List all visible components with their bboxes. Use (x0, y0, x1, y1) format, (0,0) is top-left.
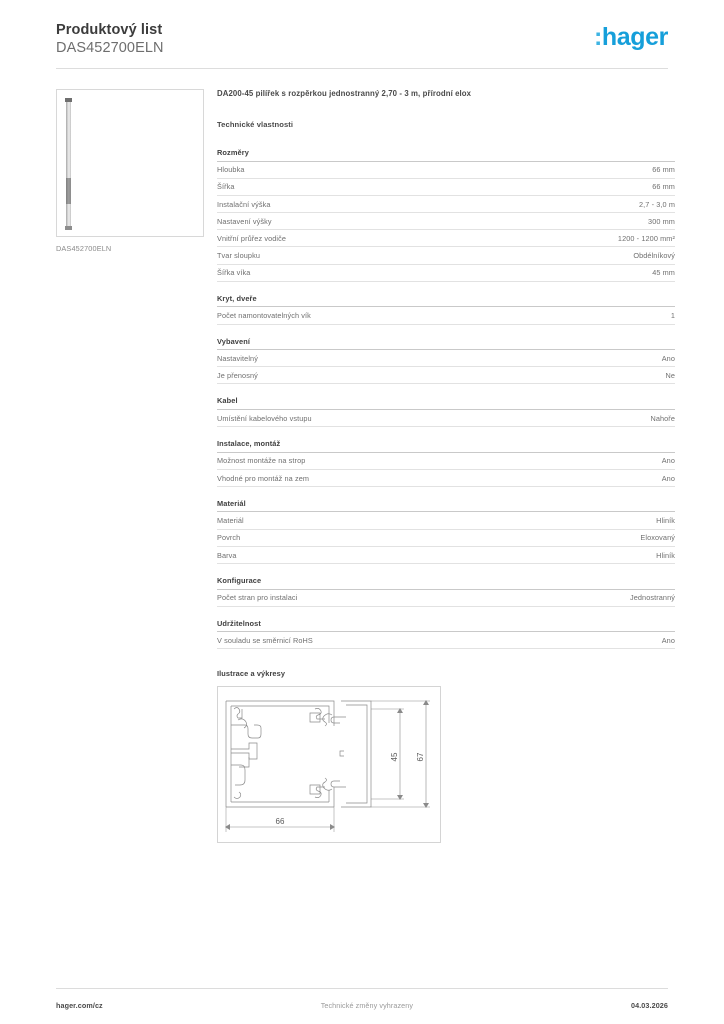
spec-label: Materiál (217, 516, 244, 526)
spec-label: Tvar sloupku (217, 251, 260, 261)
spec-label: Barva (217, 550, 237, 560)
product-name: DA200-45 pilířek s rozpěrkou jednostranný 2,70 - 3 m, přírodní elox (217, 89, 472, 98)
spec-label: Je přenosný (217, 370, 258, 380)
spec-row (217, 307, 675, 324)
spec-row (217, 213, 675, 230)
spec-row (217, 179, 675, 196)
spec-group (217, 619, 675, 650)
footer-disclaimer: Technické změny vyhrazeny (320, 1000, 414, 1010)
spec-group-title: Udržitelnost (217, 619, 675, 633)
technical-drawing (217, 686, 441, 843)
spec-group (217, 148, 675, 282)
dim-width-label: 66 (275, 817, 285, 827)
dim-lid-label: 45 (390, 752, 399, 762)
spec-label: Šířka (217, 182, 235, 192)
spec-row (217, 196, 675, 213)
spec-row (217, 265, 675, 282)
spec-value: Obdélníkový (633, 251, 675, 261)
product-pillar-cap-top (65, 98, 72, 102)
spec-label: Vnitřní průřez vodiče (217, 234, 287, 244)
spec-label: Umístění kabelového vstupu (217, 413, 312, 423)
spec-value: Ne (665, 370, 675, 380)
spec-row (217, 512, 675, 529)
spec-row (217, 162, 675, 179)
spec-row (217, 590, 675, 607)
spec-label: Vhodné pro montáž na zem (217, 473, 310, 483)
spec-row (217, 350, 675, 367)
footer-divider (56, 988, 668, 989)
page-footer (56, 997, 668, 1013)
spec-value: Eloxovaný (640, 533, 675, 543)
spec-group-title: Konfigurace (217, 576, 675, 590)
spec-row (217, 230, 675, 247)
page-title: Produktový list (56, 22, 163, 38)
spec-label: Nastavení výšky (217, 216, 272, 226)
spec-value: Ano (661, 353, 675, 363)
spec-label: Hloubka (217, 165, 245, 175)
technical-drawing-svg (218, 687, 440, 842)
spec-label: Povrch (217, 533, 241, 543)
footer-date: 04.03.2026 (631, 1000, 668, 1010)
spec-label: Možnost montáže na strop (217, 456, 306, 466)
spec-value: 66 mm (652, 165, 675, 175)
spec-label: Nastavitelný (217, 353, 258, 363)
spec-group (217, 337, 675, 385)
spec-value: 300 mm (648, 216, 675, 226)
logo-wordmark: hager (601, 23, 668, 51)
spec-value: Ano (661, 473, 675, 483)
spec-row (217, 470, 675, 487)
title-block (56, 22, 164, 57)
hager-logo (594, 25, 668, 50)
spec-group-title: Vybavení (217, 337, 675, 351)
spec-group-title: Instalace, montáž (217, 439, 675, 453)
product-image (56, 89, 204, 237)
spec-groups-container (217, 148, 675, 649)
spec-value: 45 mm (652, 268, 675, 278)
spec-value: 2,7 - 3,0 m (639, 199, 675, 209)
spec-group-title: Materiál (217, 499, 675, 513)
spec-value: Hliník (656, 550, 675, 560)
spec-group (217, 294, 675, 325)
spec-row (217, 530, 675, 547)
spec-group (217, 576, 675, 607)
spec-content (217, 89, 675, 843)
spec-row (217, 632, 675, 649)
spec-value: Nahoře (650, 413, 675, 423)
spec-label: Počet stran pro instalaci (217, 593, 298, 603)
spec-group-title: Kabel (217, 396, 675, 410)
footer-website[interactable]: hager.com/cz (56, 1000, 103, 1010)
spec-value: Hliník (656, 516, 675, 526)
page-header (56, 22, 668, 64)
spec-value: Jednostranný (629, 593, 675, 603)
spec-label: Šířka víka (217, 268, 251, 278)
header-divider (56, 68, 668, 69)
spec-label: Počet namontovatelných vík (217, 311, 311, 321)
spec-row (217, 453, 675, 470)
product-pillar-graphic (66, 99, 71, 229)
product-image-caption: DAS452700ELN (56, 244, 112, 253)
spec-value: Ano (661, 456, 675, 466)
spec-group (217, 439, 675, 487)
spec-group-title: Rozměry (217, 148, 675, 162)
spec-value: 66 mm (652, 182, 675, 192)
spec-value: Ano (661, 635, 675, 645)
spec-row (217, 547, 675, 564)
technical-properties-heading: Technické vlastnosti (217, 120, 294, 129)
product-pillar-detail (66, 178, 71, 204)
spec-label: Instalační výška (217, 199, 271, 209)
spec-row (217, 367, 675, 384)
logo-colon-icon: : (593, 23, 602, 51)
product-pillar-cap-bottom (65, 226, 72, 230)
spec-row (217, 247, 675, 264)
spec-label: V souladu se směrnicí RoHS (217, 635, 313, 645)
spec-group-title: Kryt, dveře (217, 294, 675, 308)
spec-value: 1 (670, 311, 675, 321)
spec-value: 1200 - 1200 mm² (617, 234, 675, 244)
product-reference: DAS452700ELN (56, 39, 164, 56)
spec-group (217, 499, 675, 564)
spec-row (217, 410, 675, 427)
spec-group (217, 396, 675, 427)
dim-total-label: 67 (416, 752, 425, 762)
drawings-heading: Ilustrace a výkresy (217, 669, 286, 679)
